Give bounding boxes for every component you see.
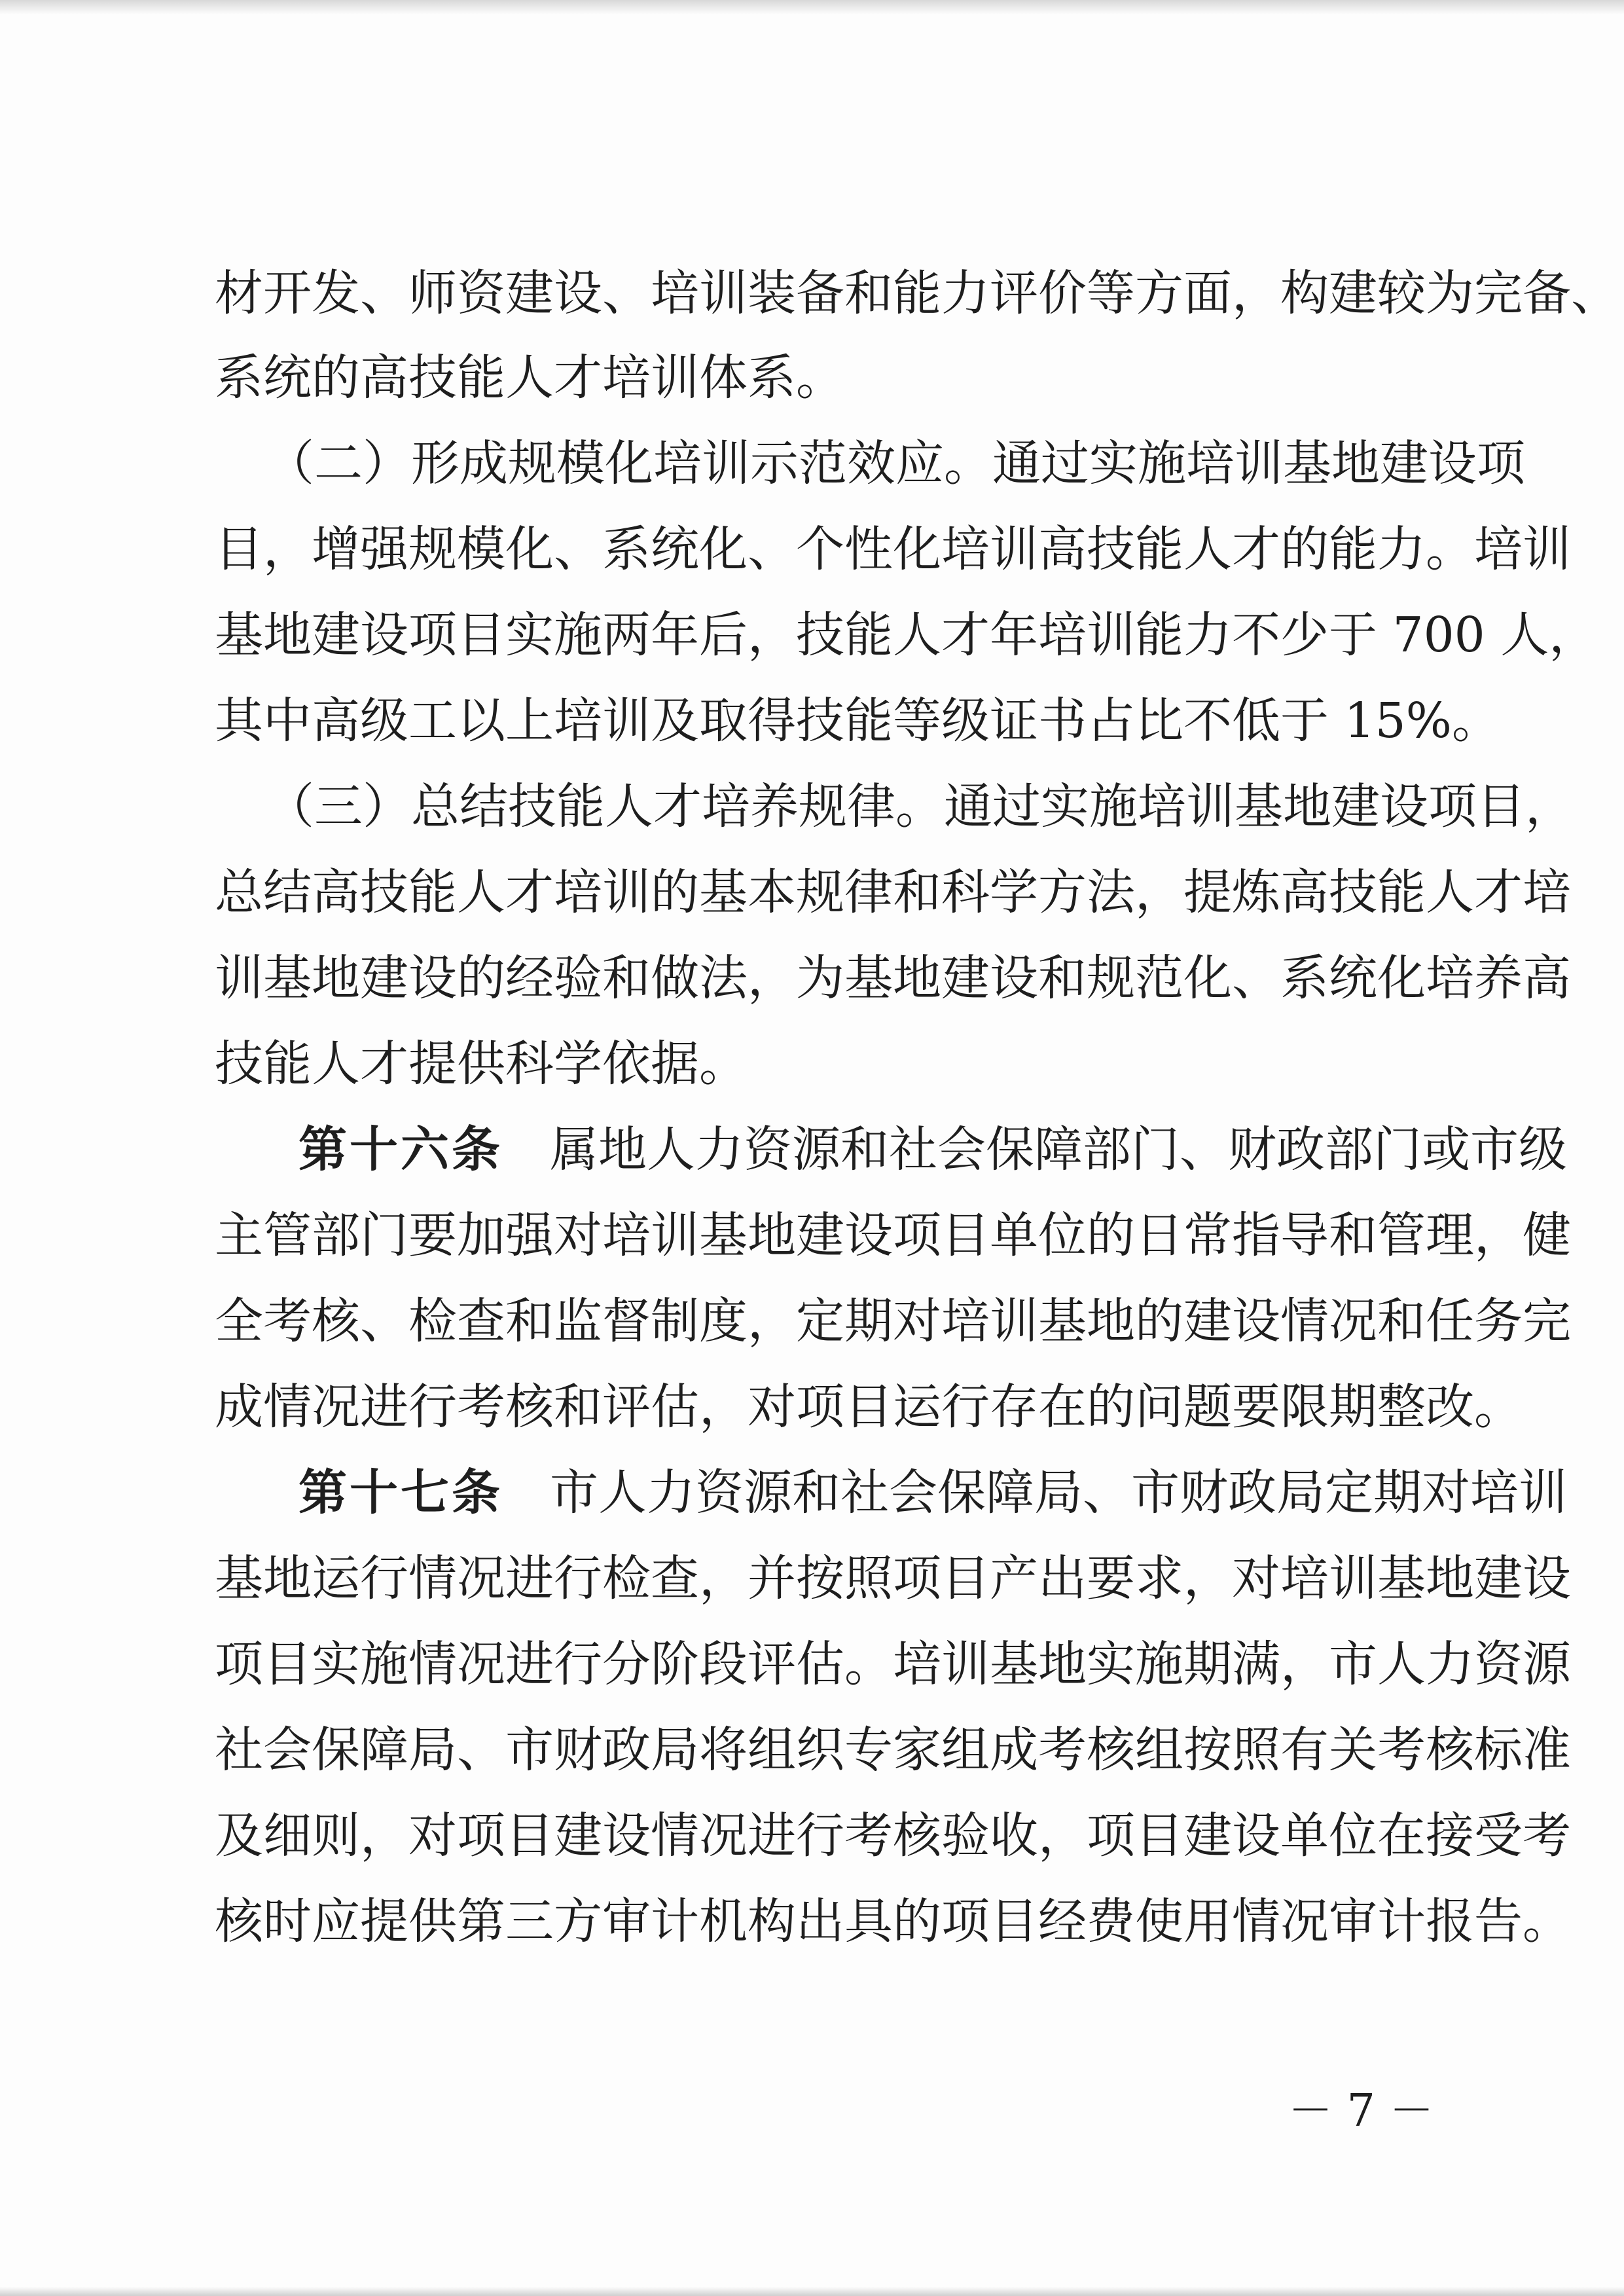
paragraph-line: 基地运行情况进行检查，并按照项目产出要求，对培训基地建设	[215, 1550, 1571, 1607]
paragraph-line: （二）形成规模化培训示范效应。通过实施培训基地建设项	[266, 435, 1525, 492]
paragraph-line: 总结高技能人才培训的基本规律和科学方法，提炼高技能人才培	[215, 864, 1571, 920]
article-16-text: 属地人力资源和社会保障部门、财政部门或市级	[550, 1121, 1567, 1178]
paragraph-line: 社会保障局、市财政局将组织专家组成考核组按照有关考核标准	[215, 1722, 1571, 1778]
paragraph-line: 训基地建设的经验和做法，为基地建设和规范化、系统化培养高	[215, 950, 1571, 1006]
scan-bottom-edge	[0, 2287, 1624, 2296]
article-17-first-line	[298, 1460, 1567, 1525]
scan-top-edge	[0, 0, 1624, 14]
page-number: － 7 －	[1288, 2085, 1434, 2137]
paragraph-line: （三）总结技能人才培养规律。通过实施培训基地建设项目，	[266, 778, 1574, 835]
article-16-first-line	[298, 1117, 1567, 1182]
paragraph-line: 项目实施情况进行分阶段评估。培训基地实施期满，市人力资源	[215, 1636, 1571, 1692]
article-17-heading: 第十七条	[298, 1465, 503, 1521]
paragraph-line: 成情况进行考核和评估，对项目运行存在的问题要限期整改。	[215, 1379, 1523, 1435]
paragraph-line: 其中高级工以上培训及取得技能等级证书占比不低于 15%。	[215, 693, 1500, 749]
article-16-heading: 第十六条	[298, 1121, 503, 1178]
paragraph-line: 及细则，对项目建设情况进行考核验收，项目建设单位在接受考	[215, 1808, 1571, 1864]
paragraph-line: 主管部门要加强对培训基地建设项目单位的日常指导和管理，健	[215, 1207, 1571, 1264]
paragraph-line: 全考核、检查和监督制度，定期对培训基地的建设情况和任务完	[215, 1293, 1571, 1349]
article-17-text: 市人力资源和社会保障局、市财政局定期对培训	[550, 1465, 1567, 1521]
paragraph-line: 技能人才提供科学依据。	[215, 1036, 748, 1092]
paragraph-line: 材开发、师资建设、培训装备和能力评价等方面，构建较为完备、	[215, 265, 1619, 321]
paragraph-line: 系统的高技能人才培训体系。	[215, 350, 844, 406]
paragraph-line: 核时应提供第三方审计机构出具的项目经费使用情况审计报告。	[215, 1893, 1571, 1950]
paragraph-line: 目，增强规模化、系统化、个性化培训高技能人才的能力。培训	[215, 521, 1571, 577]
paragraph-line: 基地建设项目实施两年后，技能人才年培训能力不少于 700 人，	[215, 607, 1598, 663]
